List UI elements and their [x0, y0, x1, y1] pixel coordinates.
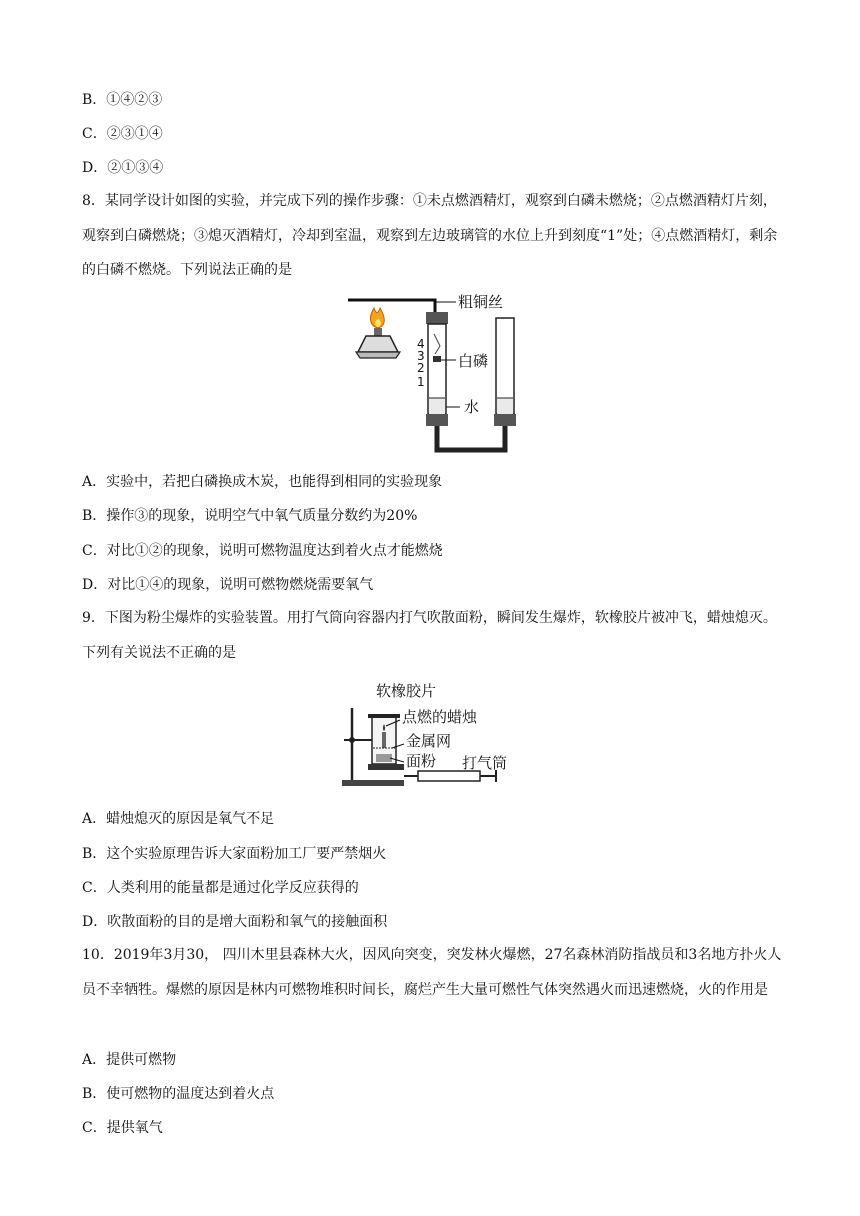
q10-option-c: C．提供氧气 [82, 1120, 163, 1136]
label-white-phosphorus: 白磷 [458, 352, 489, 370]
copper-wire [348, 300, 435, 318]
label-rubber-sheet: 软橡胶片 [376, 682, 437, 700]
option-c-prev: C．②③①④ [82, 126, 163, 142]
label-copper-wire: 粗铜丝 [458, 293, 504, 311]
label-pump: 打气筒 [462, 754, 508, 772]
label-lit-candle: 点燃的蜡烛 [402, 708, 478, 726]
q8-option-c: C．对比①②的现象，说明可燃物温度达到着火点才能燃烧 [82, 543, 443, 559]
q10-option-b: B．使可燃物的温度达到着火点 [82, 1086, 275, 1102]
label-metal-mesh: 金属网 [406, 732, 452, 750]
option-d-prev: D．②①③④ [82, 160, 164, 176]
q9-figure [340, 680, 540, 792]
q9-option-a: A．蜡烛熄灭的原因是氧气不足 [82, 811, 275, 827]
label-flour: 面粉 [406, 752, 437, 770]
svg-text:3: 3 [417, 349, 425, 363]
question-10-stem: 10．2019年3月30， 四川木里县森林大火，因风向突变，突发林火爆燃，27名森林消防指战员和3名地方扑火人员不幸牺牲。爆燃的原因是林内可燃物堆积时间长，腐烂产生大量可燃性气体突然遇火而迅速燃烧，火的作用是 [82, 947, 782, 998]
rubber-tube [437, 426, 505, 450]
label-water: 水 [464, 398, 480, 416]
option-b-prev: B．①④②③ [82, 92, 163, 108]
q8-option-d: D．对比①④的现象，说明可燃物燃烧需要氧气 [82, 577, 374, 593]
left-glass-tube [426, 312, 448, 426]
q9-option-d: D．吹散面粉的目的是增大面粉和氧气的接触面积 [82, 914, 388, 930]
q9-option-c: C．人类利用的能量都是通过化学反应获得的 [82, 880, 359, 896]
container [368, 714, 404, 770]
question-9-stem: 9．下图为粉尘爆炸的实验装置。用打气筒向容器内打气吹散面粉，瞬间发生爆炸，软橡胶片被冲飞，蜡烛熄灭。下列有关说法不正确的是 [82, 610, 777, 661]
svg-text:1: 1 [417, 375, 425, 389]
q10-option-a: A．提供可燃物 [82, 1052, 177, 1068]
svg-text:2: 2 [417, 361, 425, 375]
alcohol-lamp-icon [356, 308, 400, 358]
q8-option-b: B．操作③的现象，说明空气中氧气质量分数约为20% [82, 508, 418, 524]
q9-option-b: B．这个实验原理告诉大家面粉加工厂要严禁烟火 [82, 846, 387, 862]
svg-text:4: 4 [417, 337, 425, 351]
question-8-stem: 8．某同学设计如图的实验，并完成下列的操作步骤：①未点燃酒精灯，观察到白磷未燃烧；②点燃酒精灯片刻，观察到白磷燃烧；③熄灭酒精灯，冷却到室温，观察到左边玻璃管的水位上升到刻度“1”处；④点燃酒精灯，剩余的白磷不燃烧。下列说法正确的是 [82, 193, 778, 278]
right-glass-tube [494, 318, 516, 426]
scale-marks [417, 337, 425, 389]
q8-option-a: A．实验中，若把白磷换成木炭，也能得到相同的实验现象 [82, 474, 443, 490]
q8-figure [340, 290, 540, 462]
